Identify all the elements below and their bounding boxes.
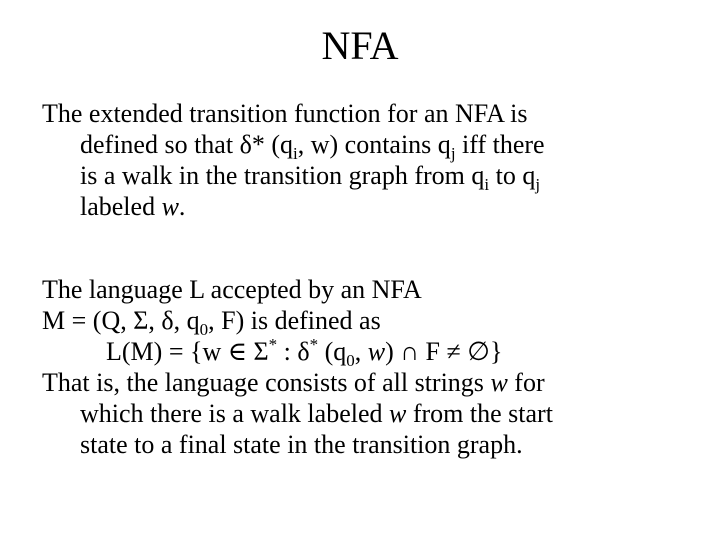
p1-l4-text-a: labeled: [80, 192, 162, 221]
p1-line-2: [42, 129, 714, 163]
p2-l3-italic-w: w: [367, 337, 386, 366]
p2-l3-text-a: L(M) = {w ∈ Σ: [106, 337, 269, 366]
p2-l3-subscript-0: 0: [346, 351, 355, 370]
p2-line-5: [42, 398, 714, 429]
p2-l4-text-a: That is, the language consists of all strings: [42, 368, 491, 397]
p2-l4-text-b: for: [507, 368, 545, 397]
p2-line-2: [42, 305, 714, 339]
p1-l2-text-a: defined so that δ* (q: [80, 130, 293, 159]
p2-line-6: state to a final state in the transition graph.: [80, 430, 523, 459]
p2-l3-text-d: ,: [354, 337, 368, 366]
p1-line-4: [42, 191, 714, 222]
p2-l3-text-e: ) ∩ F ≠ ∅}: [385, 337, 503, 366]
p1-l4-text-b: .: [178, 192, 186, 221]
p1-l3-subscript-j: j: [535, 175, 541, 194]
p1-l2-text-b: , w) contains q: [297, 130, 451, 159]
p2-l3-superscript-2: *: [309, 335, 319, 354]
p1-line-3: [42, 160, 714, 194]
p2-l2-text-a: M = (Q, Σ, δ, q: [42, 306, 200, 335]
p1-line-1: The extended transition function for an NFA is: [42, 99, 528, 128]
p2-l5-text-b: from the start: [406, 399, 553, 428]
p2-l2-subscript-0: 0: [199, 320, 209, 339]
p2-l3-text-b: : δ: [277, 337, 310, 366]
definition-extended-transition: [42, 98, 714, 222]
p1-l2-text-c: iff there: [455, 130, 545, 159]
p1-l3-subscript-i: i: [484, 175, 490, 194]
p2-l3-text-c: (q: [318, 337, 347, 366]
slide-title: NFA: [321, 23, 399, 68]
p2-formula-line: [42, 335, 714, 370]
p2-l5-text-a: which there is a walk labeled: [80, 399, 389, 428]
p2-line-4: [42, 367, 714, 398]
p2-l5-italic-w: w: [389, 399, 407, 428]
p1-l3-text-b: to q: [489, 161, 536, 190]
p1-l2-subscript-j: j: [450, 144, 456, 163]
p1-l3-text-a: is a walk in the transition graph from q: [80, 161, 485, 190]
p1-l4-italic-w: w: [161, 192, 179, 221]
p2-l2-text-b: , F) is defined as: [208, 306, 381, 335]
p1-l2-subscript-i: i: [292, 144, 298, 163]
p2-line-1: The language L accepted by an NFA: [42, 275, 422, 304]
p2-l4-italic-w: w: [490, 368, 508, 397]
p2-l3-superscript-1: *: [268, 335, 278, 354]
definition-language-accepted: [42, 274, 714, 460]
